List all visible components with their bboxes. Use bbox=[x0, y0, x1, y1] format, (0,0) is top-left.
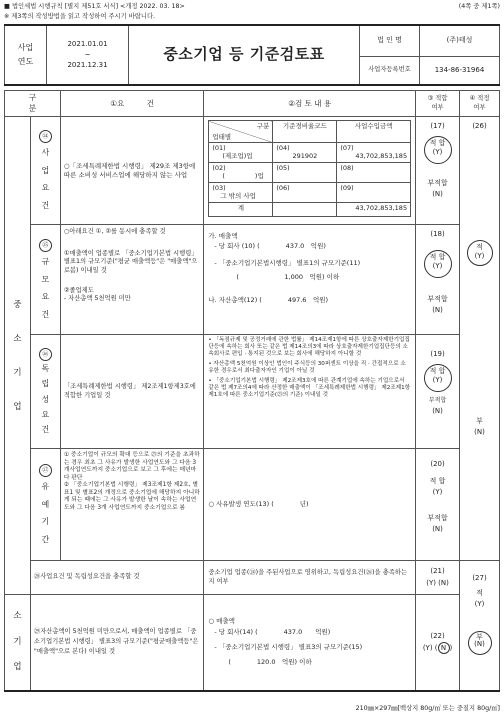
grace-req-label: ㉗ 유 예 기 간 bbox=[30, 449, 60, 561]
small-section-label: 소 기 업 bbox=[5, 595, 31, 691]
fit-no-circled: N bbox=[438, 642, 450, 654]
col-gubun: 구 분 bbox=[5, 91, 61, 117]
instruction-note: ※ 제3쪽의 작성방법을 읽고 작성하여 주시기 바랍니다. bbox=[4, 13, 156, 20]
grace-req-text: ① 중소기업이 규모의 확대 등으로 ㉕의 기준을 초과하는 경우 최초 그 사유가 발생한 사업연도와 그 다음 3개사업연도까지 중소기업으로 보고 그 후에는 매년마다 판단 ② 「중소기업기본법 시행령」 제3조제1항 제2호, 별표1 및 별표2의 개정으로 중소기업에 해당하지 아니하게 되는 때에는 그 사유가 발생한 날이 속하는 사업연도와 그 다음 3개 사업연도까지 중소기업으로 봄 bbox=[60, 449, 204, 561]
corp-name: (주)태성 bbox=[420, 25, 500, 56]
small-req-text: ㉙자산총액이 5천억원 미만으로서, 매출액이 업종별로 「중소기업기본법 시행령」 별표3의 규모기준("평균매출액등"은 "매출액"으로 본다) 이내일 것 bbox=[30, 595, 203, 691]
business-type-table bbox=[208, 120, 411, 217]
business-period: 2021.01.01 ~ 2021.12.31 bbox=[47, 25, 129, 85]
form-header bbox=[4, 3, 500, 11]
fit-yes-circled: 적 합 (Y) bbox=[424, 250, 452, 278]
col-fit-overall: ④ 적정 여부 bbox=[460, 91, 500, 117]
business-year-label: 사업 연도 bbox=[5, 25, 47, 85]
period-to: 2021.12.31 bbox=[67, 61, 108, 70]
indep-req-fit[interactable]: (19) 적 합 (Y) 부적합 (N) bbox=[416, 335, 460, 449]
size-req-fit[interactable]: (18) 적 합 (Y) 부적합 (N) bbox=[416, 225, 460, 335]
code-header: 기준경비율코드 bbox=[273, 121, 337, 143]
biz-no: 134-86-31964 bbox=[420, 56, 500, 85]
overall-req-fit[interactable]: (21) (Y) (N) bbox=[416, 561, 460, 595]
grace-req-fit[interactable]: (20) 적 합 (Y) 부적합 (N) bbox=[416, 449, 460, 561]
indep-req-review: • 「독점규제 및 공정거래에 관한 법률」 제14조제1항에 따른 상호출자제한기업집단등에 속하는 회사 또는 같은 법 제14조의3에 따라 상호출자제한기업집단등의 소속회사로 편입 · 통지된 것으로 보는 회사에 해당하지 아니할 것 • 자산총액 5천억원 이상인 법인이 주식등의 30퍼센트 이상을 직 · 간접적으로 소유한 경우로서 최다출자자인 기업이 아닐 것 • 「중소기업기본법 시행령」 제2조제3호에 따른 관계기업에 속하는 기업으로서 같은 법 제7조의4에 따라 산정한 매출액이 「조세특례제한법 시행령」 제2조제1항제1호에 따른 중소기업기준(㉕의 기준) 이내일 것 bbox=[204, 335, 416, 449]
title-block bbox=[4, 24, 500, 86]
form-title: 중소기업 등 기준검토표 bbox=[129, 25, 360, 85]
col-requirement: ①요 건 bbox=[60, 91, 204, 117]
corp-name-label: 법 인 명 bbox=[360, 25, 420, 56]
indep-req-text: 「조세특례제한법 시행령」 제2조제1항제3호에 적합한 기업일 것 bbox=[60, 335, 204, 449]
size-req-review: 가. 매출액 - 당 회사 (10) ( 437.0 억원) - 「중소기업기본법시행령」 별표1의 규모기준(11) ( 1,000 억원) 이하 나. 자산총액(12) ( 497.6 억원) bbox=[204, 225, 416, 335]
type-corner-cell: 구분 업태별 bbox=[209, 121, 273, 143]
total-row: 계 43,702,853,185 bbox=[209, 202, 411, 216]
amount-header: 사업수입금액 bbox=[337, 121, 411, 143]
small-overall-fit[interactable]: (27) 적 (Y) 부 (N) bbox=[460, 561, 500, 691]
business-req-label: ㉔ 사 업 요 건 bbox=[30, 117, 60, 225]
paper-spec: 210㎜×297㎜[백상지 80g/㎡ 또는 중질지 80g/㎡] bbox=[355, 704, 500, 712]
business-req-review bbox=[204, 117, 416, 225]
overall-req-text: ㉘사업요건 및 독립성요건을 충족할 것 bbox=[30, 561, 203, 595]
overall-req-review: 중소기업 업종(㉔)을 주된사업으로 영위하고, 독립성요건(㉖)을 충족하는지 여부 bbox=[204, 561, 416, 595]
size-req-text: ○아래요건 ①, ②를 동시에 충족할 것 ①매출액이 업종별로 「중소기업기본법 시행령」 별표1의 규모기준("평균 매출액등"은 "매출액"으로봄) 이내일 것 ②졸업제도 - 자산총액 5천억원 미만 bbox=[60, 225, 204, 335]
indep-req-label: ㉖ 독 립 성 요 건 bbox=[30, 335, 60, 449]
page-count: (4쪽 중 제1쪽) bbox=[458, 3, 500, 10]
small-req-fit[interactable]: (22) (Y) ( N ) bbox=[416, 595, 460, 691]
business-req-text: ○「조세특례제한법 시행령」 제29조 제3항에 따른 소비성 서비스업에 해당하지 않는 사업 bbox=[60, 117, 204, 225]
sme-overall-fit[interactable]: (26) 적 (Y) 부 (N) bbox=[460, 117, 500, 561]
fit-yes-circled: 적 합 (Y) bbox=[424, 364, 452, 392]
form-reference: ■ 법인세법 시행규칙 [별지 제51호 서식] <개정 2022. 03. 18> bbox=[4, 3, 185, 10]
col-review: ②검 토 내 용 bbox=[204, 91, 416, 117]
small-req-review: ○ 매출액 - 당 회사(14) ( 437.0 억원) - 「중소기업기본법 시행령」 별표3의 규모기준(15) ( 120.0 억원) 이하 bbox=[204, 595, 416, 691]
table-row: (01) (제조업)업 (04) 291902 (07) 43,702,853,185 bbox=[209, 143, 411, 163]
grace-req-review: ○ 사유발생 연도(13) ( 년) bbox=[204, 449, 416, 561]
period-from: 2021.01.01 bbox=[67, 40, 108, 49]
review-table bbox=[4, 90, 500, 692]
table-row: (03) 그 밖의 사업 (06) (09) bbox=[209, 182, 411, 202]
overall-yes-circled: 적 (Y) bbox=[467, 240, 493, 266]
table-row: (02) ( )업 (05) (08) bbox=[209, 162, 411, 182]
overall-no-circled: 부 (N) bbox=[468, 631, 492, 655]
biz-no-label: 사업자등록번호 bbox=[360, 56, 420, 85]
size-req-label: ㉕ 규 모 요 건 bbox=[30, 225, 60, 335]
col-fit: ③ 적합 여부 bbox=[416, 91, 460, 117]
sme-section-label: 중 소 기 업 bbox=[5, 117, 31, 595]
business-req-fit[interactable]: (17) 적 합 (Y) 부적합 (N) bbox=[416, 117, 460, 225]
fit-yes-circled: 적 합 (Y) bbox=[424, 136, 452, 164]
